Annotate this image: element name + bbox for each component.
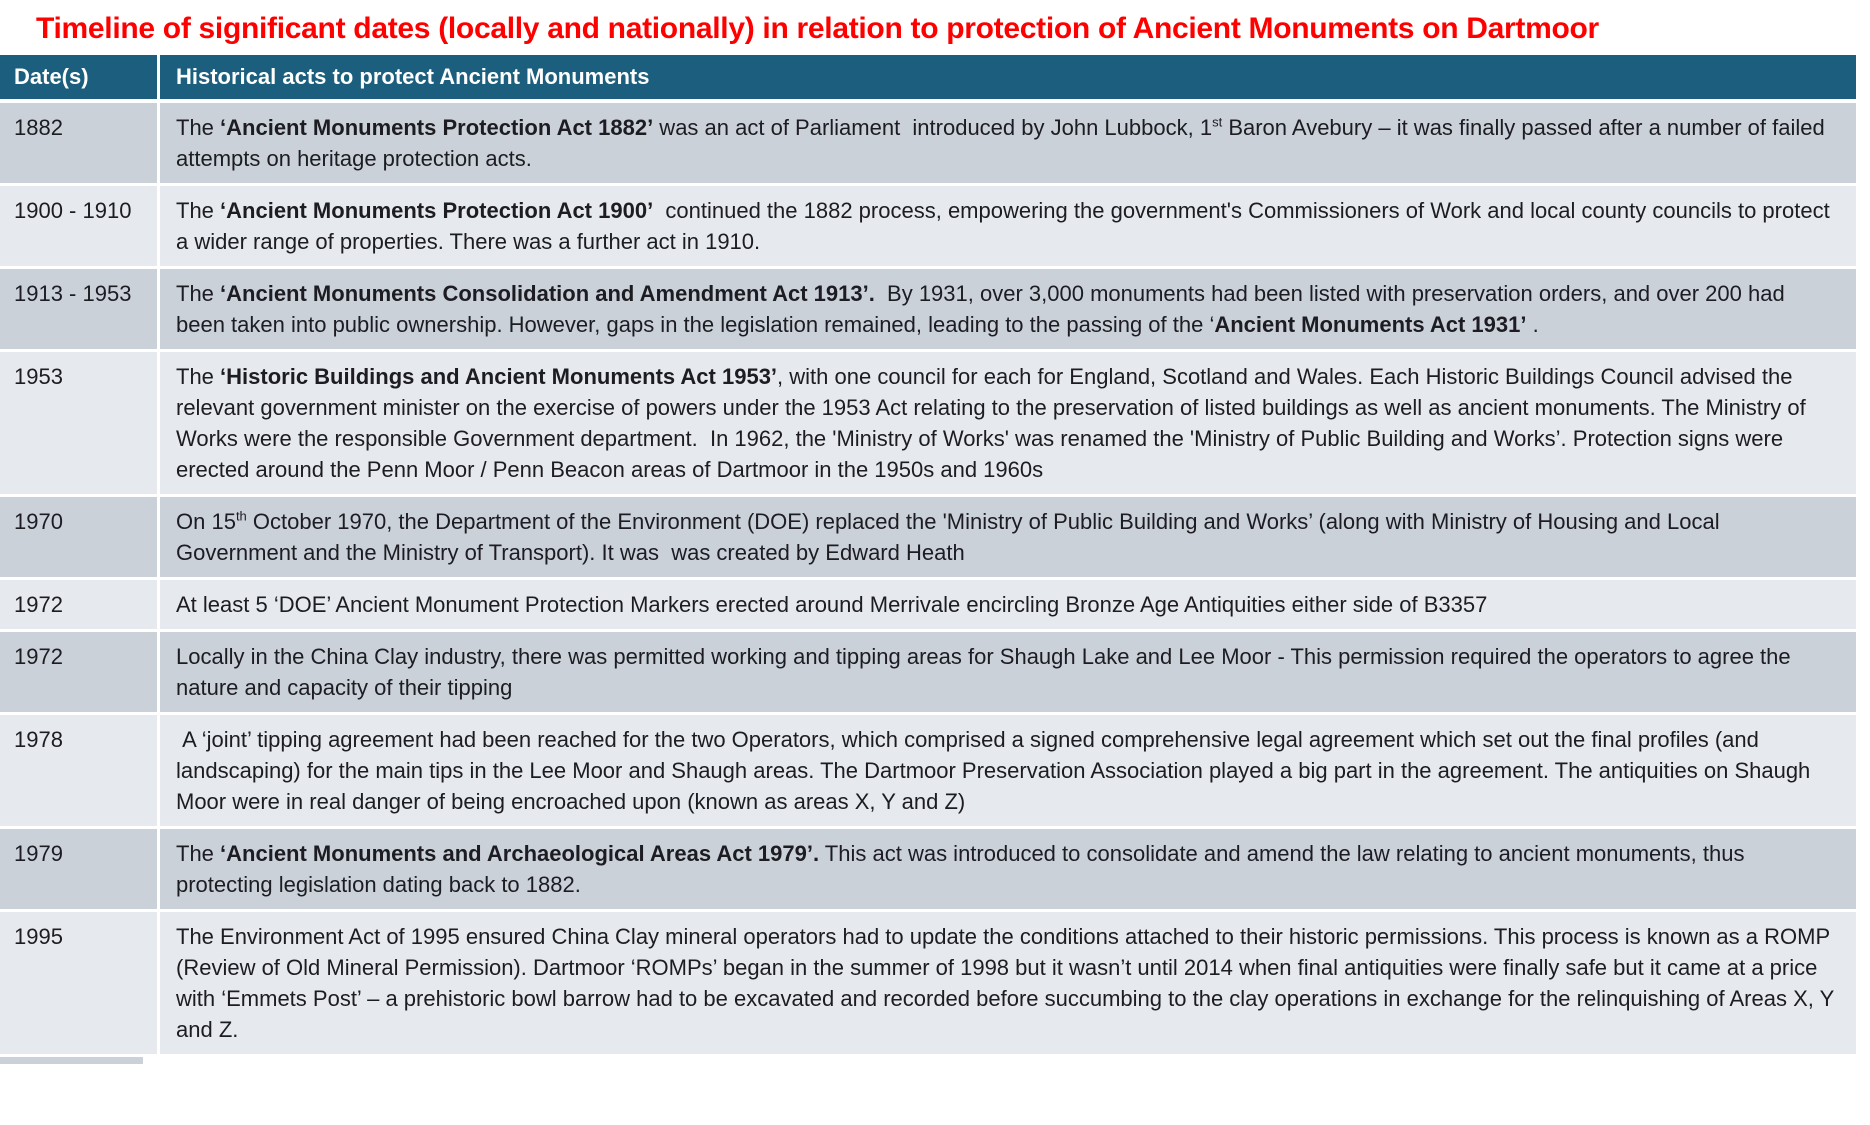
act-description-cell: Locally in the China Clay industry, there was permitted working and tipping areas for Shaugh Lake and Lee Moor - This permission required the operators to agree the nature and capacity of their tipping bbox=[176, 644, 1797, 700]
act-description-cell: On 15th October 1970, the Department of the Environment (DOE) replaced the 'Ministry of Public Building and Works’ (along with Ministry of Housing and Local Government and the Ministry of Transport). It was was created by Edward Heath bbox=[176, 508, 1726, 565]
table-row bbox=[0, 580, 1856, 632]
table-header-acts: Historical acts to protect Ancient Monuments bbox=[176, 64, 650, 89]
date-cell: 1978 bbox=[0, 715, 160, 826]
act-description-cell: The ‘Ancient Monuments Protection Act 1882’ was an act of Parliament introduced by John Lubbock, 1st Baron Avebury – it was finally passed after a number of failed attempts on heritage protection acts. bbox=[176, 114, 1831, 171]
date-cell: 1913 - 1953 bbox=[0, 269, 160, 349]
date-cell: 1900 - 1910 bbox=[0, 186, 160, 266]
table-row bbox=[0, 103, 1856, 186]
date-cell: 1972 bbox=[0, 580, 160, 629]
next-row-sliver bbox=[0, 1057, 143, 1064]
act-description-cell: The ‘Ancient Monuments Consolidation and Amendment Act 1913’. By 1931, over 3,000 monuments had been listed with preservation orders, and over 200 had been taken into public ownership. However, gaps in the legislation remained, leading to the passing of the ‘Ancient Monuments Act 1931’ . bbox=[176, 281, 1791, 337]
date-cell: 1953 bbox=[0, 352, 160, 494]
table-header-row bbox=[0, 55, 1856, 103]
date-cell: 1882 bbox=[0, 103, 160, 183]
date-cell: 1995 bbox=[0, 912, 160, 1054]
table-row bbox=[0, 829, 1856, 912]
table-row bbox=[0, 497, 1856, 580]
date-cell: 1970 bbox=[0, 497, 160, 577]
table-row bbox=[0, 715, 1856, 829]
table-row bbox=[0, 632, 1856, 715]
act-description-cell: The ‘Historic Buildings and Ancient Monuments Act 1953’, with one council for each for England, Scotland and Wales. Each Historic Buildings Council advised the relevant government minister on the exercise of powers under the 1953 Act relating to the preservation of listed buildings as well as ancient monuments. The Ministry of Works were the responsible Government department. In 1962, the 'Ministry of Works' was renamed the 'Ministry of Public Building and Works’. Protection signs were erected around the Penn Moor / Penn Beacon areas of Dartmoor in the 1950s and 1960s bbox=[176, 364, 1812, 482]
table-row bbox=[0, 269, 1856, 352]
act-description-cell: The ‘Ancient Monuments and Archaeological Areas Act 1979’. This act was introduced to consolidate and amend the law relating to ancient monuments, thus protecting legislation dating back to 1882. bbox=[176, 841, 1751, 897]
date-cell: 1972 bbox=[0, 632, 160, 712]
act-description-cell: The Environment Act of 1995 ensured China Clay mineral operators had to update the conditions attached to their historic permissions. This process is known as a ROMP (Review of Old Mineral Permission). Dartmoor ‘ROMPs’ began in the summer of 1998 but it wasn’t until 2014 when final antiquities were finally safe but it came at a price with ‘Emmets Post’ – a prehistoric bowl barrow had to be excavated and recorded before succumbing to the clay operations in exchange for the relinquishing of Areas X, Y and Z. bbox=[176, 924, 1840, 1042]
table-row bbox=[0, 186, 1856, 269]
timeline-table bbox=[0, 55, 1856, 1064]
table-header-dates: Date(s) bbox=[0, 55, 160, 99]
act-description-cell: The ‘Ancient Monuments Protection Act 1900’ continued the 1882 process, empowering the government's Commissioners of Work and local county councils to protect a wider range of properties. There was a further act in 1910. bbox=[176, 198, 1836, 254]
page-title: Timeline of significant dates (locally and nationally) in relation to protection of Ancient Monuments on Dartmoor bbox=[36, 12, 1599, 45]
table-row bbox=[0, 912, 1856, 1057]
date-cell: 1979 bbox=[0, 829, 160, 909]
act-description-cell: At least 5 ‘DOE’ Ancient Monument Protection Markers erected around Merrivale encircling Bronze Age Antiquities either side of B3357 bbox=[176, 592, 1488, 617]
table-body bbox=[0, 103, 1856, 1057]
table-row bbox=[0, 352, 1856, 497]
act-description-cell: A ‘joint’ tipping agreement had been reached for the two Operators, which comprised a signed comprehensive legal agreement which set out the final profiles (and landscaping) for the main tips in the Lee Moor and Shaugh areas. The Dartmoor Preservation Association played a big part in the agreement. The antiquities on Shaugh Moor were in real danger of being encroached upon (known as areas X, Y and Z) bbox=[176, 727, 1817, 814]
